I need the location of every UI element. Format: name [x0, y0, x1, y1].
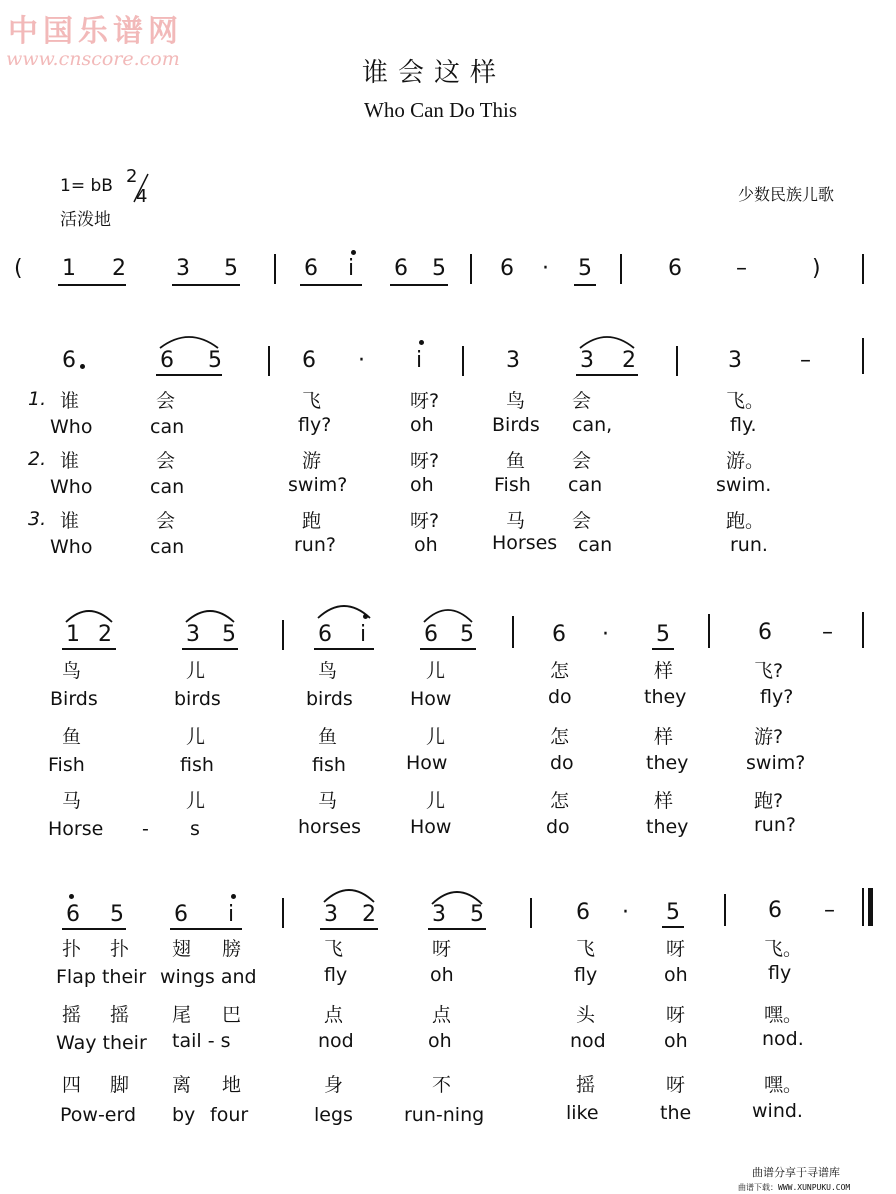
lyric: 嘿。 — [764, 1004, 803, 1026]
lyric: nod. — [762, 1028, 804, 1050]
lyric: 怎 — [550, 660, 570, 682]
song-title: 谁会这样 — [362, 58, 507, 88]
lyric: 跑 — [302, 510, 322, 532]
lyric: Birds — [492, 414, 540, 436]
note: 3 — [728, 348, 742, 373]
lyric: 儿 — [186, 790, 206, 812]
lyric: 飞。 — [764, 938, 803, 960]
lyric: run. — [730, 534, 768, 556]
note: 5 — [460, 622, 474, 647]
note: 6 — [758, 620, 772, 645]
lyric: run? — [754, 814, 796, 836]
lyric: can — [568, 474, 603, 496]
lyric: 谁 — [60, 510, 80, 532]
lyric: can — [150, 476, 185, 498]
note: 3 — [186, 622, 200, 647]
lyric: 脚 — [110, 1074, 130, 1096]
note: – — [822, 620, 833, 645]
note: 5 — [224, 256, 238, 281]
lyric: 呀? — [410, 390, 440, 412]
note: 5 — [432, 256, 446, 281]
lyric: legs — [314, 1104, 353, 1126]
barline — [470, 254, 472, 284]
lyric: can — [578, 534, 613, 556]
lyric: Fish — [48, 754, 85, 776]
final-barline-thick — [868, 888, 873, 926]
lyric: nod — [318, 1030, 354, 1052]
lyric: 四 — [62, 1074, 82, 1096]
lyric: fly? — [760, 686, 794, 708]
lyric: Who — [50, 476, 93, 498]
lyric: 离 — [172, 1074, 192, 1096]
lyric: 飞? — [754, 660, 784, 682]
lyric: they — [646, 816, 689, 838]
lyric: 怎 — [550, 790, 570, 812]
lyric: do — [546, 816, 570, 838]
lyric: birds — [174, 688, 221, 710]
note: – — [824, 898, 835, 923]
barline — [862, 338, 864, 374]
lyric: oh — [428, 1030, 452, 1052]
lyric: 鸟 — [62, 660, 82, 682]
lyric: 会 — [572, 510, 592, 532]
lyric: oh — [410, 474, 434, 496]
lyric: 点 — [432, 1004, 452, 1026]
note: 6 — [174, 902, 188, 927]
barline — [462, 346, 464, 376]
lyric: can, — [572, 414, 613, 436]
lyric: birds — [306, 688, 353, 710]
note: 6 — [394, 256, 408, 281]
lyric: Flap their — [56, 966, 147, 988]
lyric: fish — [312, 754, 346, 776]
note: 3 — [432, 902, 446, 927]
note: · — [622, 900, 629, 925]
lyric: 飞 — [324, 938, 344, 960]
lyric: 会 — [156, 510, 176, 532]
note: ( — [14, 256, 23, 281]
note: · — [602, 622, 609, 647]
lyric: tail - s — [172, 1030, 231, 1052]
lyric: 会 — [572, 450, 592, 472]
lyric: 鱼 — [62, 726, 82, 748]
note: – — [736, 256, 747, 281]
lyric: 儿 — [426, 790, 446, 812]
lyric: 膀 — [222, 938, 242, 960]
note: 6 — [62, 348, 76, 373]
lyric: can — [150, 536, 185, 558]
song-subtitle: Who Can Do This — [364, 98, 518, 122]
lyric: fly — [324, 964, 348, 986]
lyric: by — [172, 1104, 196, 1126]
lyric: 马 — [506, 510, 526, 532]
note: i — [360, 622, 367, 647]
lyric: 鱼 — [318, 726, 338, 748]
lyric: they — [644, 686, 687, 708]
verse-number: 2. — [28, 448, 47, 470]
lyric: oh — [664, 1030, 688, 1052]
note: 6 — [552, 622, 566, 647]
lyric: fish — [180, 754, 214, 776]
note: 2 — [622, 348, 636, 373]
note: 3 — [580, 348, 594, 373]
lyric: 会 — [156, 450, 176, 472]
lyric: 游? — [754, 726, 784, 748]
lyric: 地 — [222, 1074, 242, 1096]
note: 5 — [656, 622, 670, 647]
note: 1 — [62, 256, 76, 281]
lyric: s — [190, 818, 200, 840]
lyric: 儿 — [186, 726, 206, 748]
barline — [512, 616, 514, 648]
lyric: How — [410, 688, 452, 710]
barline — [724, 894, 726, 926]
lyric: 儿 — [426, 726, 446, 748]
note: 5 — [666, 900, 680, 925]
note: 3 — [324, 902, 338, 927]
lyric: 游。 — [726, 450, 765, 472]
lyric: 身 — [324, 1074, 344, 1096]
lyric: 跑。 — [726, 510, 765, 532]
lyric: 怎 — [550, 726, 570, 748]
lyric: Pow-erd — [60, 1104, 137, 1126]
note: 5 — [578, 256, 592, 281]
lyric: Horse — [48, 818, 104, 840]
lyric: oh — [414, 534, 438, 556]
lyric: oh — [410, 414, 434, 436]
lyric: 嘿。 — [764, 1074, 803, 1096]
lyric: 会 — [572, 390, 592, 412]
lyric: wind. — [752, 1100, 803, 1122]
lyric: do — [548, 686, 572, 708]
barline — [862, 612, 864, 648]
lyric: 会 — [156, 390, 176, 412]
note: 3 — [176, 256, 190, 281]
lyric: Who — [50, 536, 93, 558]
lyric: 鸟 — [506, 390, 526, 412]
lyric: How — [410, 816, 452, 838]
time-denominator: 4 — [136, 186, 148, 207]
lyric: 头 — [576, 1004, 596, 1026]
note: 6 — [424, 622, 438, 647]
lyric: do — [550, 752, 574, 774]
lyric: 马 — [318, 790, 338, 812]
lyric: swim? — [746, 752, 806, 774]
lyric: fly — [574, 964, 598, 986]
lyric: 游 — [302, 450, 322, 472]
verse-number: 1. — [28, 388, 47, 410]
lyric: 飞 — [302, 390, 322, 412]
note: 6 — [160, 348, 174, 373]
note: 6 — [768, 898, 782, 923]
watermark-logo: 中国乐谱网 — [8, 14, 183, 49]
lyric: 样 — [654, 726, 674, 748]
barline — [282, 620, 284, 650]
note: 6 — [302, 348, 316, 373]
footer-share-text: 曲谱分享于寻谱库 — [752, 1166, 840, 1179]
lyric: 飞 — [576, 938, 596, 960]
note: 2 — [112, 256, 126, 281]
note: 5 — [110, 902, 124, 927]
note: 5 — [208, 348, 222, 373]
note: 6 — [66, 902, 80, 927]
lyric: 样 — [654, 790, 674, 812]
lyric: 鸟 — [318, 660, 338, 682]
note: 2 — [362, 902, 376, 927]
barline — [530, 898, 532, 928]
final-barline-thin — [862, 888, 864, 926]
lyric: 翅 — [172, 938, 192, 960]
lyric: four — [210, 1104, 249, 1126]
key-signature: 1= bB — [60, 176, 113, 196]
lyric: horses — [298, 816, 361, 838]
lyric: - — [142, 818, 149, 840]
lyric: 呀 — [666, 1074, 686, 1096]
lyric: Way their — [56, 1032, 147, 1054]
lyric: 摇 — [576, 1074, 596, 1096]
note: i — [416, 348, 423, 373]
verse-number: 3. — [28, 508, 47, 530]
lyric: 扑 — [110, 938, 130, 960]
lyric: 呀 — [432, 938, 452, 960]
lyric: the — [660, 1102, 692, 1124]
note: 6 — [304, 256, 318, 281]
lyric: 摇 — [62, 1004, 82, 1026]
note: · — [358, 348, 365, 373]
lyric: oh — [664, 964, 688, 986]
lyric: 巴 — [222, 1004, 242, 1026]
lyric: like — [566, 1102, 599, 1124]
lyric: Fish — [494, 474, 531, 496]
note: i — [228, 902, 235, 927]
lyric: 马 — [62, 790, 82, 812]
note: 5 — [470, 902, 484, 927]
lyric: run? — [294, 534, 336, 556]
lyric: 跑? — [754, 790, 784, 812]
tempo-marking: 活泼地 — [60, 210, 111, 230]
lyric: can — [150, 416, 185, 438]
footer-url: 曲谱下载：WWW.XUNPUKU.COM — [738, 1183, 851, 1192]
note: i — [348, 256, 355, 281]
time-numerator: 2 — [126, 166, 138, 187]
barline — [620, 254, 622, 284]
barline — [268, 346, 270, 376]
lyric: 呀 — [666, 938, 686, 960]
lyric: 谁 — [60, 390, 80, 412]
barline — [282, 898, 284, 928]
lyric: 飞。 — [726, 390, 765, 412]
note: – — [800, 348, 811, 373]
lyric: 点 — [324, 1004, 344, 1026]
lyric: run-ning — [404, 1104, 485, 1126]
credit: 少数民族儿歌 — [738, 185, 835, 204]
time-slash — [126, 172, 154, 206]
note: 6 — [318, 622, 332, 647]
note: · — [542, 256, 549, 281]
lyric: Who — [50, 416, 93, 438]
barline — [708, 614, 710, 648]
lyric: 样 — [654, 660, 674, 682]
note: 6 — [576, 900, 590, 925]
lyric: 儿 — [186, 660, 206, 682]
lyric: swim. — [716, 474, 772, 496]
lyric: How — [406, 752, 448, 774]
lyric: fly. — [730, 414, 757, 436]
lyric: nod — [570, 1030, 606, 1052]
note: 6 — [500, 256, 514, 281]
barline — [676, 346, 678, 376]
note: 5 — [222, 622, 236, 647]
note: ) — [812, 256, 821, 281]
lyric: 尾 — [172, 1004, 192, 1026]
lyric: fly? — [298, 414, 332, 436]
note: 1 — [66, 622, 80, 647]
lyric: 呀? — [410, 450, 440, 472]
lyric: they — [646, 752, 689, 774]
lyric: wings and — [160, 966, 257, 988]
lyric: 呀 — [666, 1004, 686, 1026]
lyric: Horses — [492, 532, 558, 554]
watermark-url: www.cnscore.com — [6, 48, 180, 70]
lyric: 儿 — [426, 660, 446, 682]
barline — [862, 254, 864, 284]
lyric: 鱼 — [506, 450, 526, 472]
barline — [274, 254, 276, 284]
lyric: 扑 — [62, 938, 82, 960]
note: 6 — [668, 256, 682, 281]
lyric: swim? — [288, 474, 348, 496]
lyric: 不 — [432, 1074, 452, 1096]
lyric: oh — [430, 964, 454, 986]
note: 3 — [506, 348, 520, 373]
lyric: Birds — [50, 688, 98, 710]
note: 2 — [98, 622, 112, 647]
lyric: 摇 — [110, 1004, 130, 1026]
lyric: fly — [768, 962, 792, 984]
lyric: 呀? — [410, 510, 440, 532]
lyric: 谁 — [60, 450, 80, 472]
